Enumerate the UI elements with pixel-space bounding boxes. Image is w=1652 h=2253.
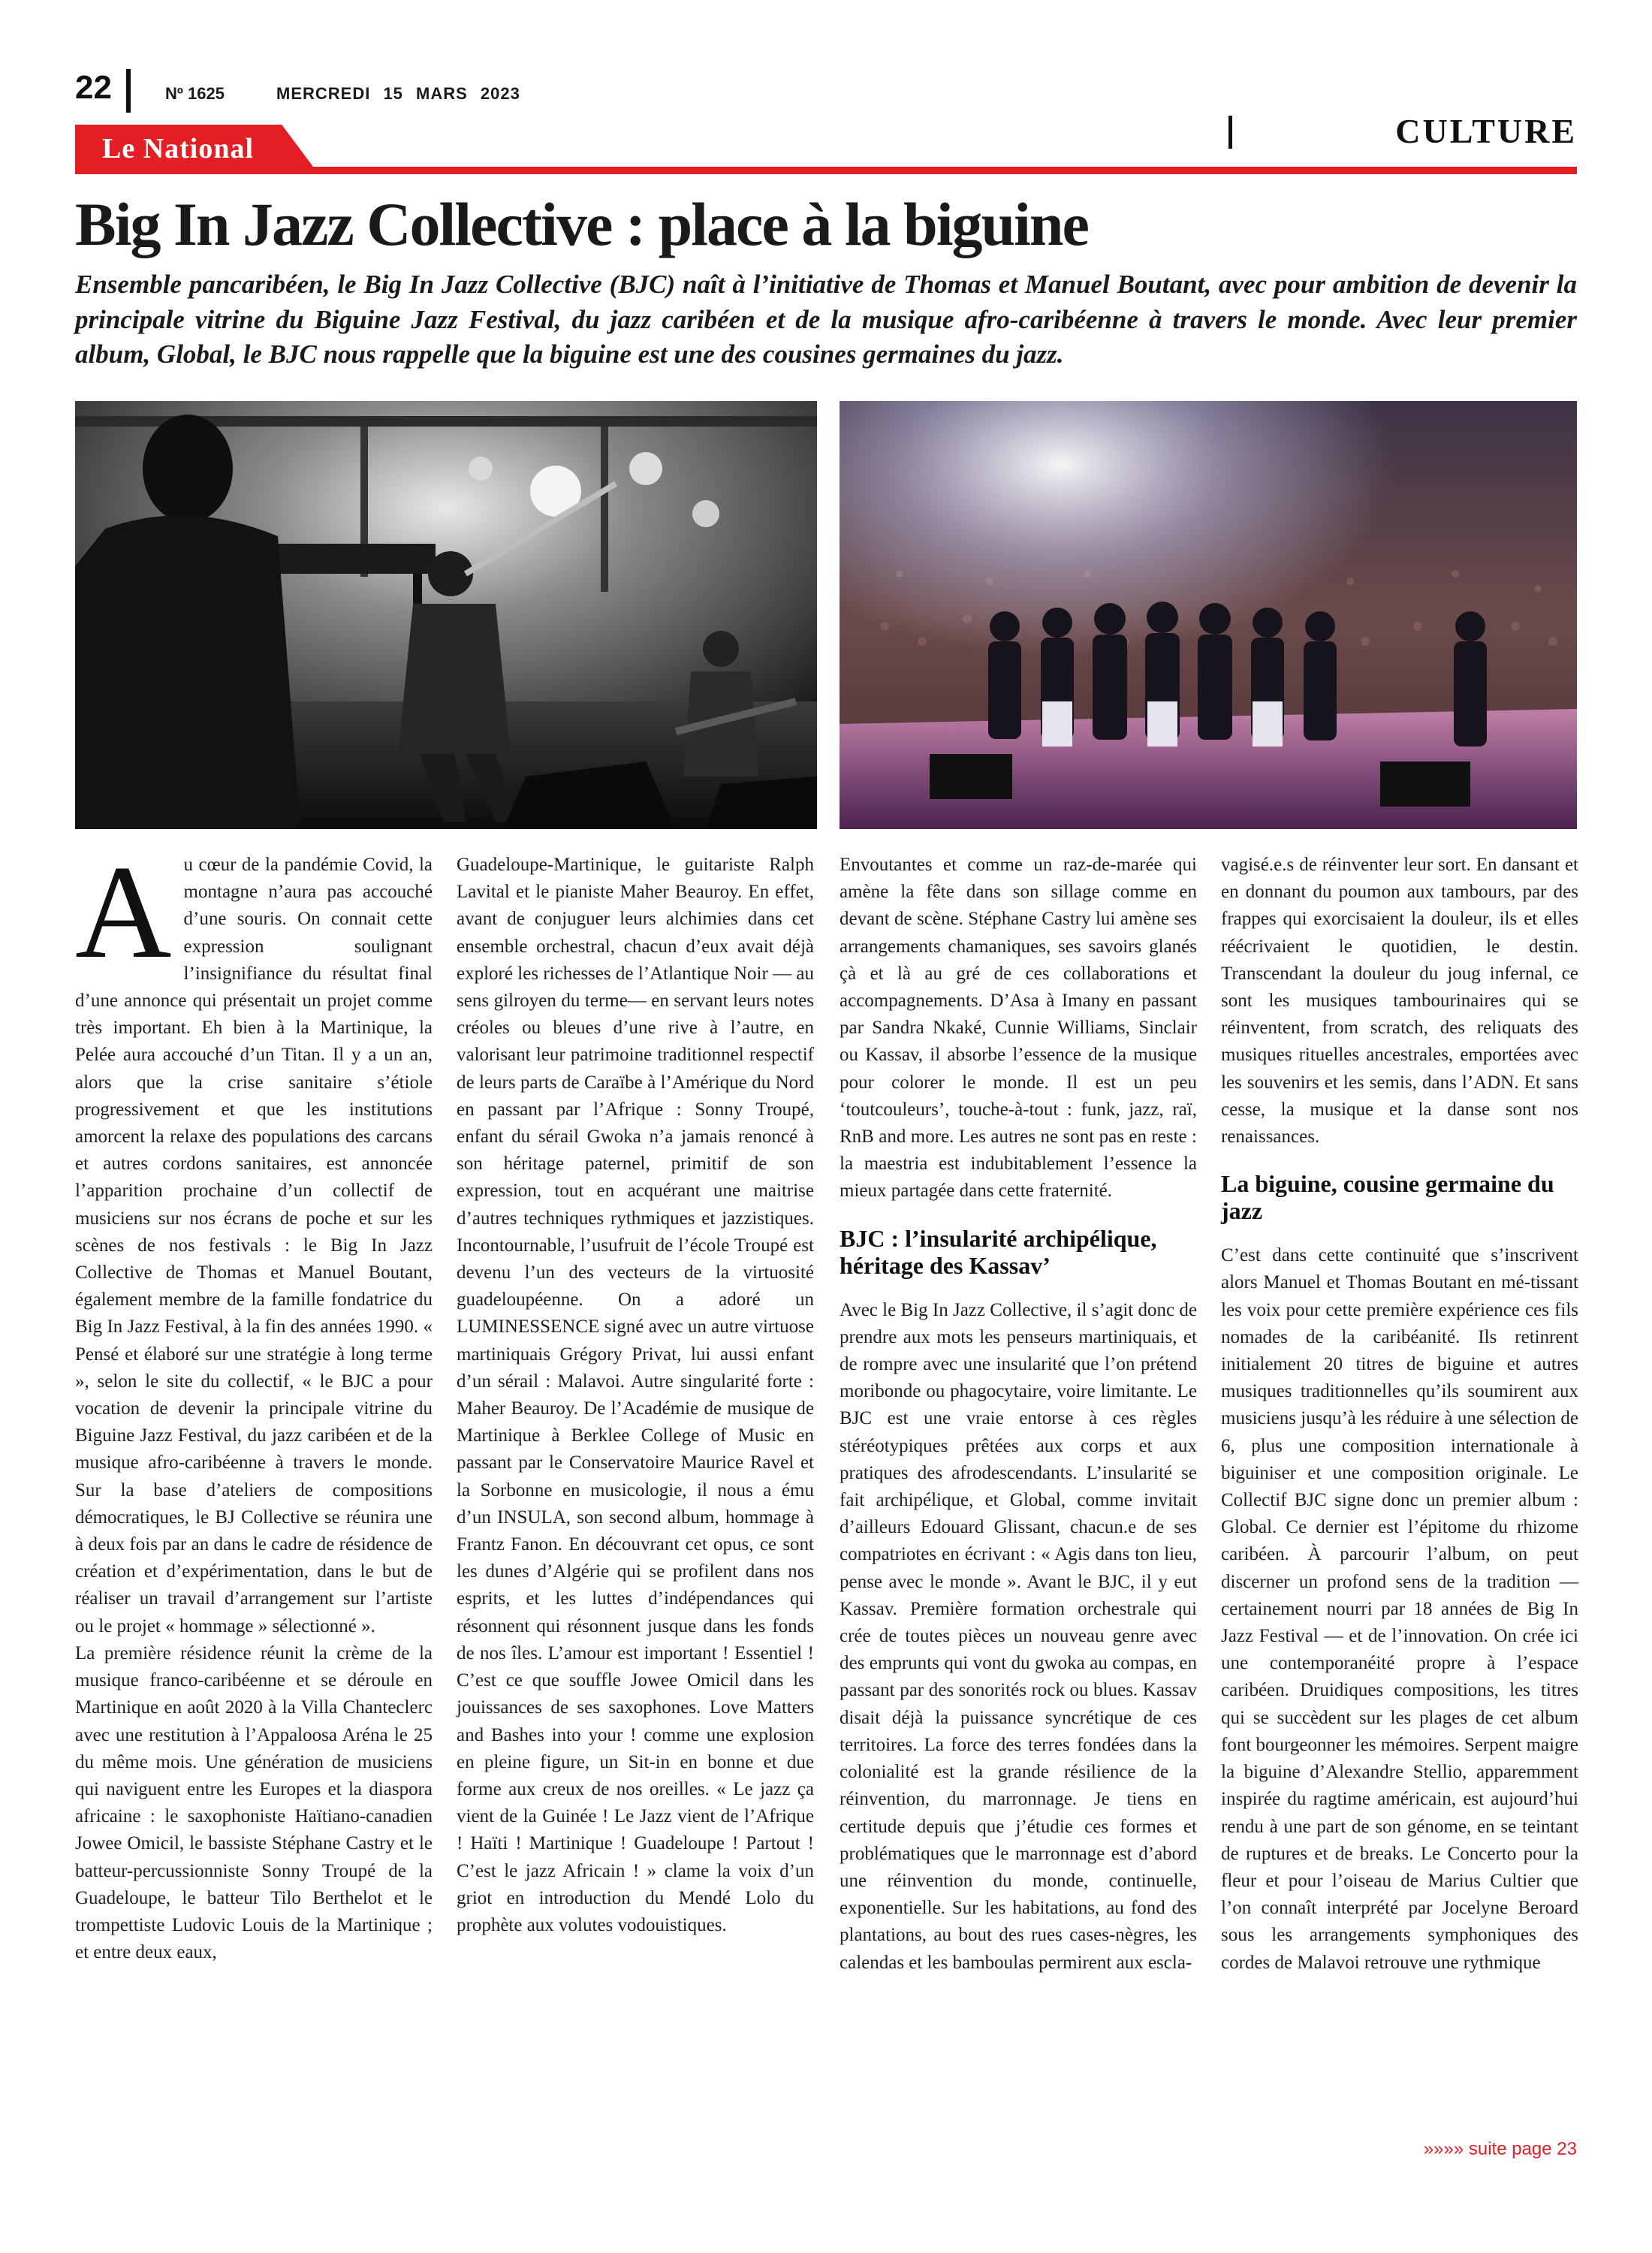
page-number: 22 bbox=[75, 69, 112, 106]
article-column-2 bbox=[457, 852, 814, 1939]
section-divider bbox=[1228, 116, 1232, 149]
article-lead: Ensemble pancaribéen, le Big In Jazz Collective (BJC) naît à l’initiative de Thomas et Manuel Boutant, avec pour ambition de devenir la principale vitrine du Biguine Jazz Festival, du jazz caribéen et de la musique afro-caribéenne à travers le monde. Avec leur premier album, Global, le BJC nous rappelle que la biguine est une des cousines germaines du jazz. bbox=[75, 270, 1577, 369]
paragraph: Guadeloupe-Martinique, le guitariste Ralph Lavital et le pianiste Maher Beauroy. En effet, avant de conjuguer leurs alchimies dans cet ensemble orchestral, chacun d’eux avait déjà exploré les richesses de l’Atlantique Noir — au sens gilroyen du terme— en servant leurs notes créoles ou bleues d’une rive à l’autre, en valorisant leur patrimoine traditionnel respectif de leurs parts de Caraïbe à l’Amérique du Nord en passant par l’Afrique : Sonny Troupé, enfant du sérail Gwoka n’a jamais renoncé à son héritage paternel, primitif de son expression, tout en acquérant une maitrise d’autres techniques rythmiques et jazzistiques. Incontournable, l’usufruit de l’école Troupé est devenu l’un des vecteurs de la virtuosité guadeloupéenne. On a adoré un LUMINESSENCE signé avec un autre virtuose martiniquais Grégory Privat, lui aussi enfant d’un sérail : Malavoi. Autre singularité forte : Maher Beauroy. De l’Académie de musique de Martinique à Berklee College of Music en passant par le Conservatoire Maurice Ravel et la Sorbonne en musicologie, il nous a ému d’un INSULA, son second album, hommage à Frantz Fanon. En découvrant cet opus, ce sont les dunes d’Algérie qui se profilent dans nos esprits, et les luttes d’indépendances qui résonnent qui résonnent jusque dans les fonds de nos îles. L’amour est important ! Essentiel ! C’est ce que souffle Jowee Omicil dans les jouissances de ses saxophones. Love Matters and Bashes into your ! comme une explosion en pleine figure, un Sit-in en bonne et due forme aux creux de nos oreilles. « Le jazz ça vient de la Guinée ! Le Jazz vient de l’Afrique ! Haïti ! Martinique ! Guadeloupe ! Partout ! C’est le jazz Africain ! » clame la voix d’un griot en introduction du Mendé Lolo du prophète aux volutes vodouistiques. bbox=[457, 855, 814, 1935]
concert-photo-bw bbox=[75, 401, 817, 829]
paragraph-text: u cœur de la pandémie Covid, la montagne n’aura pas accouché d’une souris. On connait cette expression soulignant l’insignifiance du résultat final d’une annonce qui présentait un projet comme très important. Eh bien à la Martinique, la Pelée aura accouché d’un Titan. Il y a un an, alors que la crise sanitaire s’étiole progressivement et que les institutions amorcent la relaxe des populations des carcans et autres cordons sanitaires, est annoncée l’apparition prochaine d’un collectif de musiciens sur nos écrans de poche et sur les scènes de nos festivals : le Big In Jazz Collective de Thomas et Manuel Boutant, également membre de la famille fondatrice du Big In Jazz Festival, à la fin des années 1990. « Pensé et élaboré sur une stratégie à long terme », selon le site du collectif, « le BJC a pour vocation de devenir la principale vitrine du Biguine Jazz Festival, du jazz caribéen et de la musique afro-caribéenne à travers le monde. Sur la base d’ateliers de compositions démocratiques, le BJ Collective se réunira une à deux fois par an dans le cadre de résidence de création et d’expérimentation, dans le but de réaliser un travail d’arrangement sur l’artiste ou le projet « hommage » sélectionné ». bbox=[75, 855, 433, 1636]
article-title: Big In Jazz Collective : place à la biguine bbox=[75, 190, 1088, 258]
brand-name: Le National bbox=[102, 133, 255, 164]
paragraph bbox=[75, 837, 433, 1640]
issue-number: Nº 1625 bbox=[165, 84, 225, 103]
header-rule bbox=[75, 167, 1577, 174]
paragraph: C’est dans cette continuité que s’inscrivent alors Manuel et Thomas Boutant en mé-tissant les voix pour cette première expérience ces fils nomades de la caribéanité. Ils retinrent initialement 20 titres de biguine et autres musiques traditionnelles qu’ils soumirent aux musiciens jusqu’à les réduire à une sélection de 6, plus une composition internationale à biguiniser et une composition originale. Le Collectif BJC signe donc un premier album : Global. Ce dernier est l’épitome du rhizome caribéen. À parcourir l’album, on peut discerner un profond sens de la tradition — certainement nourri par 18 années de Big In Jazz Festival — et de l’innovation. On crée ici une contemporanéité propre à l’espace caribéen. Druidiques compositions, les titres qui se succèdent sur les plages de cet album font bourgeonner les mémoires. Serpent maigre la biguine d’Alexandre Stellio, apparemment inspirée du ragtime américain, est aujourd’hui rendu à une part de son génome, en se teintant de ruptures et de breaks. Le Concerto pour la fleur et pour l’oiseau de Marius Cultier que l’on connaît interprété par Jocelyne Beroard sous les arrangements symphoniques des cordes de Malavoi retrouve une rythmique bbox=[1221, 1245, 1578, 1973]
article-column-1 bbox=[75, 837, 433, 1966]
article-column-3 bbox=[840, 852, 1197, 1977]
subheading: La biguine, cousine germaine du jazz bbox=[1221, 1170, 1554, 1225]
concert-photo-crowd bbox=[840, 401, 1577, 829]
paragraph: La première résidence réunit la crème de la musique franco-caribéenne et se déroule en Martinique en août 2020 à la Villa Chanteclerc avec une restitution à l’Appaloosa Aréna le 25 du même mois. Une génération de musiciens qui naviguent entre les Europes et la diaspora africaine : le saxophoniste Haïtiano-canadien Jowee Omicil, le bassiste Stéphane Castry et le batteur-percussionniste Sonny Troupé de la Guadeloupe, le batteur Tilo Berthelot et le trompettiste Ludovic Louis de la Martinique ; et entre deux eaux, bbox=[75, 1642, 433, 1963]
continued-link[interactable]: »»»» suite page 23 bbox=[1423, 2139, 1577, 2159]
paragraph: vagisé.e.s de réinventer leur sort. En dansant et en donnant du poumon aux tambours, par des frappes qui exorcisaient la douleur, ils et elles réécrivaient le quotidien, le destin. Transcendant la douleur du joug infernal, ce sont les musiques tambourinaires qui se réinventent, from scratch, des reliquats des musiques rituelles ancestrales, emportées avec les souvenirs et les semis, dans l’ADN. Et sans cesse, la musique et la danse sont nos renaissances. bbox=[1221, 855, 1578, 1148]
drop-cap: A bbox=[75, 837, 172, 986]
paragraph: Avec le Big In Jazz Collective, il s’agit donc de prendre aux mots les penseurs martiniquais, et de rompre avec une insularité que l’on prétend moribonde ou phagocytaire, voire limitante. Le BJC est une vraie entorse à ces règles stéréotypiques prêtées aux corps et aux pratiques des afrodescendants. L’insularité se fait archipélique, et Global, comme invitait d’ailleurs Edouard Glissant, chacun.e de ses compatriotes en écrivant : « Agis dans ton lieu, pense avec le monde ». Avant le BJC, il y eut Kassav. Première formation orchestrale qui crée de toutes pièces un nouveau genre avec des emprunts qui vont du gwoka au compas, en passant par des sonorités rock ou blues. Kassav disait déjà la puissance syncrétique de ces territoires. La force des terres fondées dans la colonialité est la grande résilience de la réinvention, du marronnage. Je tiens en certitude depuis que j’étudie ces formes et problématiques que le marronnage est d’abord une réinvention du monde, continuelle, exponentielle. Sur les habitations, au fond des plantations, au bout des rues cases-nègres, les calendas et les bamboulas permirent aux escla- bbox=[840, 1299, 1197, 1973]
subheading: BJC : l’insularité archipélique, héritage des Kassav’ bbox=[840, 1224, 1157, 1279]
paragraph: Envoutantes et comme un raz-de-marée qui amène la fête dans son sillage comme en devant de scène. Stéphane Castry lui amène ses arrangements chamaniques, ses savoirs glanés çà et là au gré de ces collaborations et accompagnements. D’Asa à Imany en passant par Sandra Nkaké, Cunnie Williams, Sinclair ou Kassav, il absorbe l’essence de la musique pour colorer le monde. Il est un peu ‘toutcouleurs’, touche-à-tout : funk, jazz, raï, RnB and more. Les autres ne sont pas en reste : la maestria est indubitablement l’essence la mieux partagée dans cette fraternité. bbox=[840, 855, 1197, 1202]
issue-date: MERCREDI 15 MARS 2023 bbox=[276, 84, 520, 103]
article-column-4 bbox=[1221, 852, 1578, 1977]
section-label: CULTURE bbox=[1395, 112, 1577, 150]
page-number-divider bbox=[126, 69, 131, 113]
